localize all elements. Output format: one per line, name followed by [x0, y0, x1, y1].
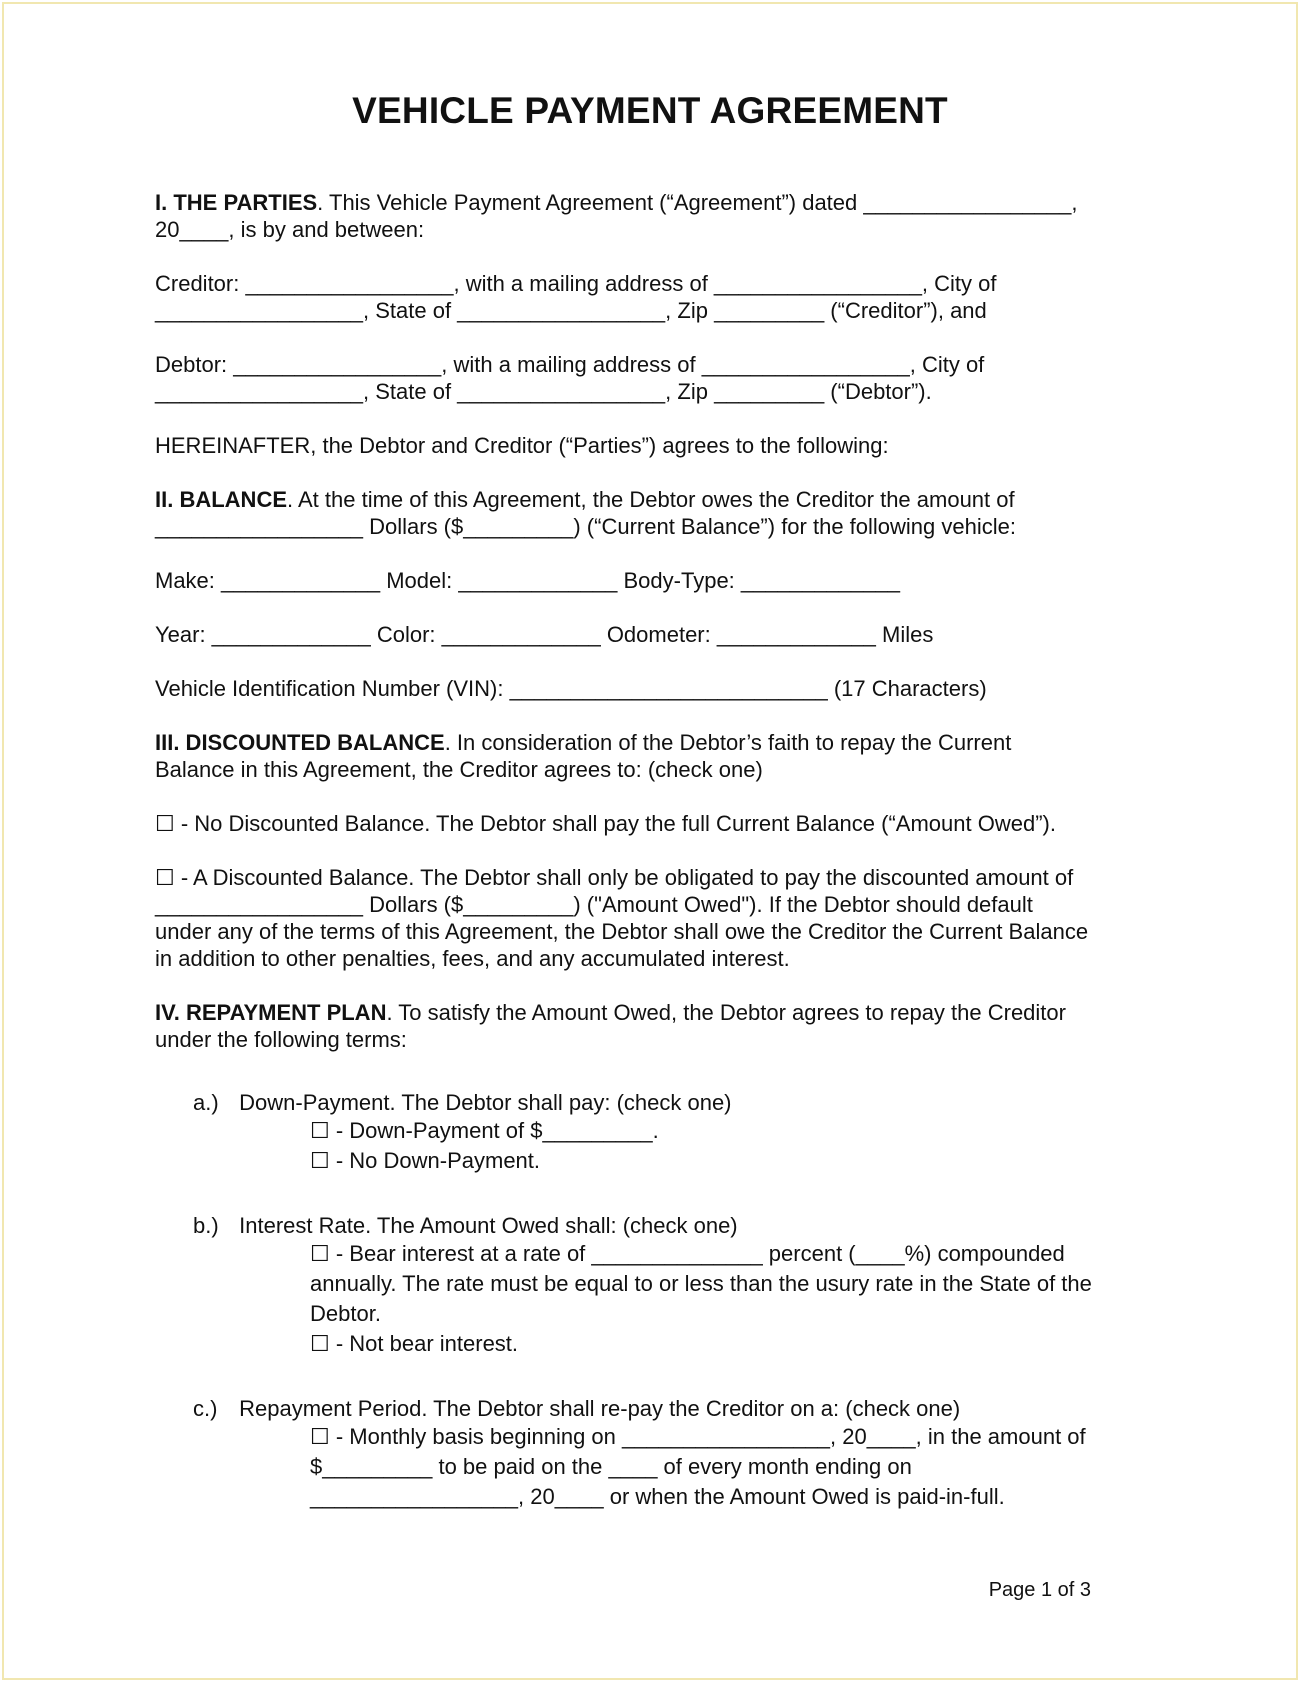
discounted-text: . In consideration of the Debtor’s faith to repay the Current	[444, 730, 1012, 755]
balance-text: . At the time of this Agreement, the Debtor owes the Creditor the amount of	[287, 487, 1015, 512]
parties-paragraph	[155, 189, 1155, 243]
item-label-b: b.)	[193, 1213, 219, 1238]
discount-option-line-2: _________________ Dollars ($_________) ("Amount Owed"). If the Debtor should default	[155, 892, 1033, 917]
repayment-text-2: under the following terms:	[155, 1027, 407, 1052]
spacer	[155, 1359, 1155, 1386]
repayment-period-item	[193, 1395, 1155, 1422]
repayment-heading: IV. REPAYMENT PLAN	[155, 1000, 387, 1025]
creditor-line-2: _________________, State of _________________, Zip _________ (“Creditor”), and	[155, 298, 987, 323]
item-label-c: c.)	[193, 1396, 218, 1421]
monthly-option-line-3: _________________, 20____ or when the Amount Owed is paid-in-full.	[310, 1484, 1005, 1509]
interest-rate-options	[310, 1239, 1155, 1359]
interest-option-2: ☐ - Not bear interest.	[310, 1331, 519, 1356]
interest-rate-item	[193, 1212, 1155, 1239]
repayment-period-text: Repayment Period. The Debtor shall re-pay the Creditor on a: (check one)	[239, 1396, 961, 1421]
monthly-option-line-2: $_________ to be paid on the ____ of every month ending on	[310, 1454, 912, 1479]
discounted-text-2: Balance in this Agreement, the Creditor agrees to: (check one)	[155, 757, 763, 782]
down-payment-option-2: ☐ - No Down-Payment.	[310, 1148, 541, 1173]
document-body	[155, 189, 1155, 1512]
parties-text-2: 20____, is by and between:	[155, 217, 425, 242]
document-page	[2, 2, 1298, 1680]
vehicle-year-line: Year: _____________ Color: _____________ Odometer: _____________ Miles	[155, 622, 934, 647]
down-payment-text: Down-Payment. The Debtor shall pay: (check one)	[239, 1090, 732, 1115]
discount-option	[155, 864, 1155, 972]
discounted-heading: III. DISCOUNTED BALANCE	[155, 730, 445, 755]
spacer	[155, 1176, 1155, 1203]
interest-option-1-line-1: ☐ - Bear interest at a rate of ______________ percent (____%) compounded	[310, 1241, 1065, 1266]
no-discount-option: ☐ - No Discounted Balance. The Debtor shall pay the full Current Balance (“Amount Owed”).	[155, 811, 1056, 836]
discount-option-line-1: ☐ - A Discounted Balance. The Debtor shall only be obligated to pay the discounted amount of	[155, 865, 1074, 890]
down-payment-option-1: ☐ - Down-Payment of $_________.	[310, 1118, 659, 1143]
vehicle-make-line: Make: _____________ Model: _____________ Body-Type: _____________	[155, 568, 900, 593]
interest-option-1-line-2: annually. The rate must be equal to or less than the usury rate in the State of the	[310, 1271, 1092, 1296]
vehicle-vin-line: Vehicle Identification Number (VIN): __________________________ (17 Characters)	[155, 676, 987, 701]
repayment-text: . To satisfy the Amount Owed, the Debtor agrees to repay the Creditor	[386, 1000, 1066, 1025]
page-number: Page 1 of 3	[988, 1579, 1091, 1601]
parties-text: . This Vehicle Payment Agreement (“Agreement”) dated _________________,	[317, 190, 1078, 215]
parties-heading: I. THE PARTIES	[155, 190, 318, 215]
down-payment-item	[193, 1089, 1155, 1116]
repayment-period-options	[310, 1422, 1155, 1512]
creditor-line-1: Creditor: _________________, with a mailing address of _________________, City of	[155, 271, 997, 296]
item-label-a: a.)	[193, 1090, 219, 1115]
interest-rate-text: Interest Rate. The Amount Owed shall: (check one)	[239, 1213, 738, 1238]
repayment-paragraph	[155, 999, 1155, 1053]
monthly-option-line-1: ☐ - Monthly basis beginning on _________________, 20____, in the amount of	[310, 1424, 1086, 1449]
debtor-line-1: Debtor: _________________, with a mailing address of _________________, City of	[155, 352, 985, 377]
debtor-paragraph	[155, 351, 1155, 405]
balance-heading: II. BALANCE	[155, 487, 287, 512]
discounted-paragraph	[155, 729, 1155, 783]
balance-text-2: _________________ Dollars ($_________) (“Current Balance”) for the following vehicle:	[155, 514, 1016, 539]
spacer	[155, 1053, 1155, 1080]
hereinafter-paragraph: HEREINAFTER, the Debtor and Creditor (“Parties”) agrees to the following:	[155, 433, 889, 458]
discount-option-line-4: in addition to other penalties, fees, and any accumulated interest.	[155, 946, 790, 971]
down-payment-options	[310, 1116, 1155, 1176]
balance-paragraph	[155, 486, 1155, 540]
interest-option-1-line-3: Debtor.	[310, 1301, 381, 1326]
discount-option-line-3: under any of the terms of this Agreement, the Debtor shall owe the Creditor the Current Balance	[155, 919, 1089, 944]
creditor-paragraph	[155, 270, 1155, 324]
document-title: VEHICLE PAYMENT AGREEMENT	[352, 90, 948, 131]
debtor-line-2: _________________, State of _________________, Zip _________ (“Debtor”).	[155, 379, 932, 404]
